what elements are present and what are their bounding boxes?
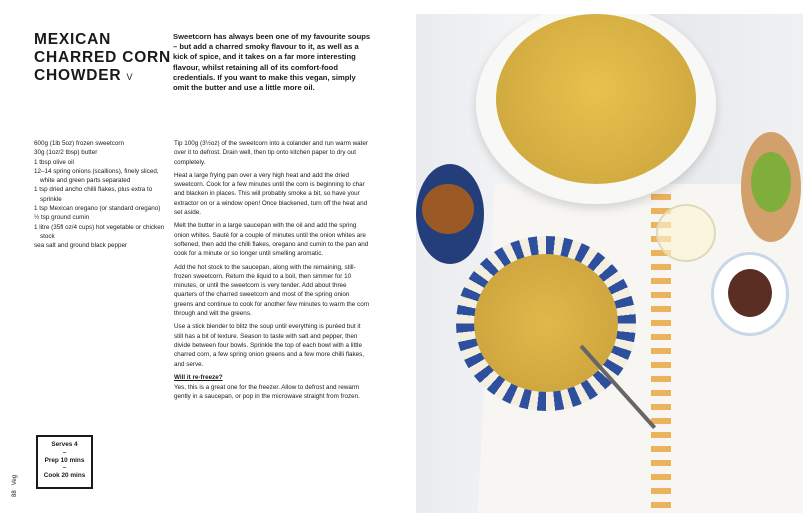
ingredients-list bbox=[34, 139, 174, 251]
method-step: Use a stick blender to blitz the soup until everything is puréed but it still has a bit of texture. Season to taste with salt and pepper, then divide between four bowls. Sprinkle the top of each bowl with a little charred corn, a few spring onion greens and a few more chilli flakes, and serve. bbox=[174, 323, 365, 368]
method-step: Add the hot stock to the saucepan, along with the remaining, still-frozen sweetcorn. Return the liquid to a boil, then simmer for 10 minutes, or until the sweetcorn is very tender. Add about three quarters of the charred sweetcorn and most of the spring onion greens and continue to cook for another few minutes to warm the corn through and wilt the greens. bbox=[174, 263, 370, 318]
title-line: CHARRED CORN bbox=[34, 49, 172, 66]
recipe-title bbox=[34, 31, 174, 86]
ingredient: 12–14 spring onions (scallions), finely sliced, white and green parts separated bbox=[34, 167, 159, 185]
ingredient: 1 tsp dried ancho chilli flakes, plus extra to sprinkle bbox=[34, 186, 153, 203]
page-number: 88 bbox=[12, 490, 18, 497]
method-step: Melt the butter in a large saucepan with the oil and add the spring onion whites. Sauté for a couple of minutes until the onion whites are softened, then add the chilli flakes, oregano and cumin to the pan and cook for a minute or so longer until smelling aromatic. bbox=[174, 222, 369, 258]
ingredient: 1 tbsp olive oil bbox=[34, 158, 74, 166]
chilli-flakes-bowl bbox=[711, 252, 789, 336]
ingredient: ½ tsp ground cumin bbox=[34, 214, 90, 222]
refreeze-heading: Will it re-freeze? bbox=[174, 373, 223, 381]
method-step: Heat a large frying pan over a very high heat and add the dried sweetcorn. Cook for a few minutes until the corn is beginning to char and blacken in places. This will probably smoke a bit, so have your extractor on or a window open! Once blackened, turn off the heat and set aside. bbox=[174, 171, 368, 217]
refreeze-text: Yes, this is a great one for the freezer. Allow to defrost and rewarm gently in a saucepan, or pop in the microwave straight from frozen. bbox=[174, 384, 360, 401]
title-line: MEXICAN bbox=[34, 31, 112, 48]
ingredient: 1 tsp Mexican oregano (or standard oregano) bbox=[34, 205, 161, 213]
vegetarian-mark: V bbox=[126, 72, 134, 82]
spring-onion-bowl bbox=[741, 132, 801, 242]
ingredient: 600g (1lb 5oz) frozen sweetcorn bbox=[34, 140, 124, 147]
recipe-intro: Sweetcorn has always been one of my favourite soups – but add a charred smoky flavour to it, as well as a kick of spice, and it takes on a far more interesting flavour, whilst retaining all of its comfort-food credentials. If you want to make this vegan, simply omit the butter and use a little more oil. bbox=[173, 32, 371, 93]
cook-time: Cook 20 mins bbox=[43, 472, 86, 480]
charred-corn-bowl bbox=[416, 164, 484, 264]
method bbox=[174, 139, 370, 406]
ingredient: 30g (1oz/2 tbsp) butter bbox=[34, 149, 98, 157]
ingredient: 1 litre (35fl oz/4 cups) hot vegetable or chicken stock bbox=[34, 223, 165, 240]
method-step: Tip 100g (3½oz) of the sweetcorn into a colander and run warm water over it to defrost. Drain well, then tip onto kitchen paper to dry out completely. bbox=[174, 140, 369, 166]
info-box bbox=[36, 435, 93, 489]
soup-portion bbox=[474, 254, 618, 392]
divider: – bbox=[62, 448, 67, 456]
ingredient: sea salt and ground black pepper bbox=[34, 242, 128, 250]
serves: Serves 4 bbox=[51, 441, 78, 448]
title-line: CHOWDER bbox=[34, 67, 122, 84]
soup bbox=[496, 14, 696, 184]
recipe-photo bbox=[416, 14, 803, 513]
section-name: Veg bbox=[12, 474, 18, 486]
divider: – bbox=[62, 464, 67, 472]
glass bbox=[656, 204, 716, 262]
prep-time: Prep 10 mins bbox=[44, 456, 85, 464]
folio bbox=[12, 475, 18, 497]
